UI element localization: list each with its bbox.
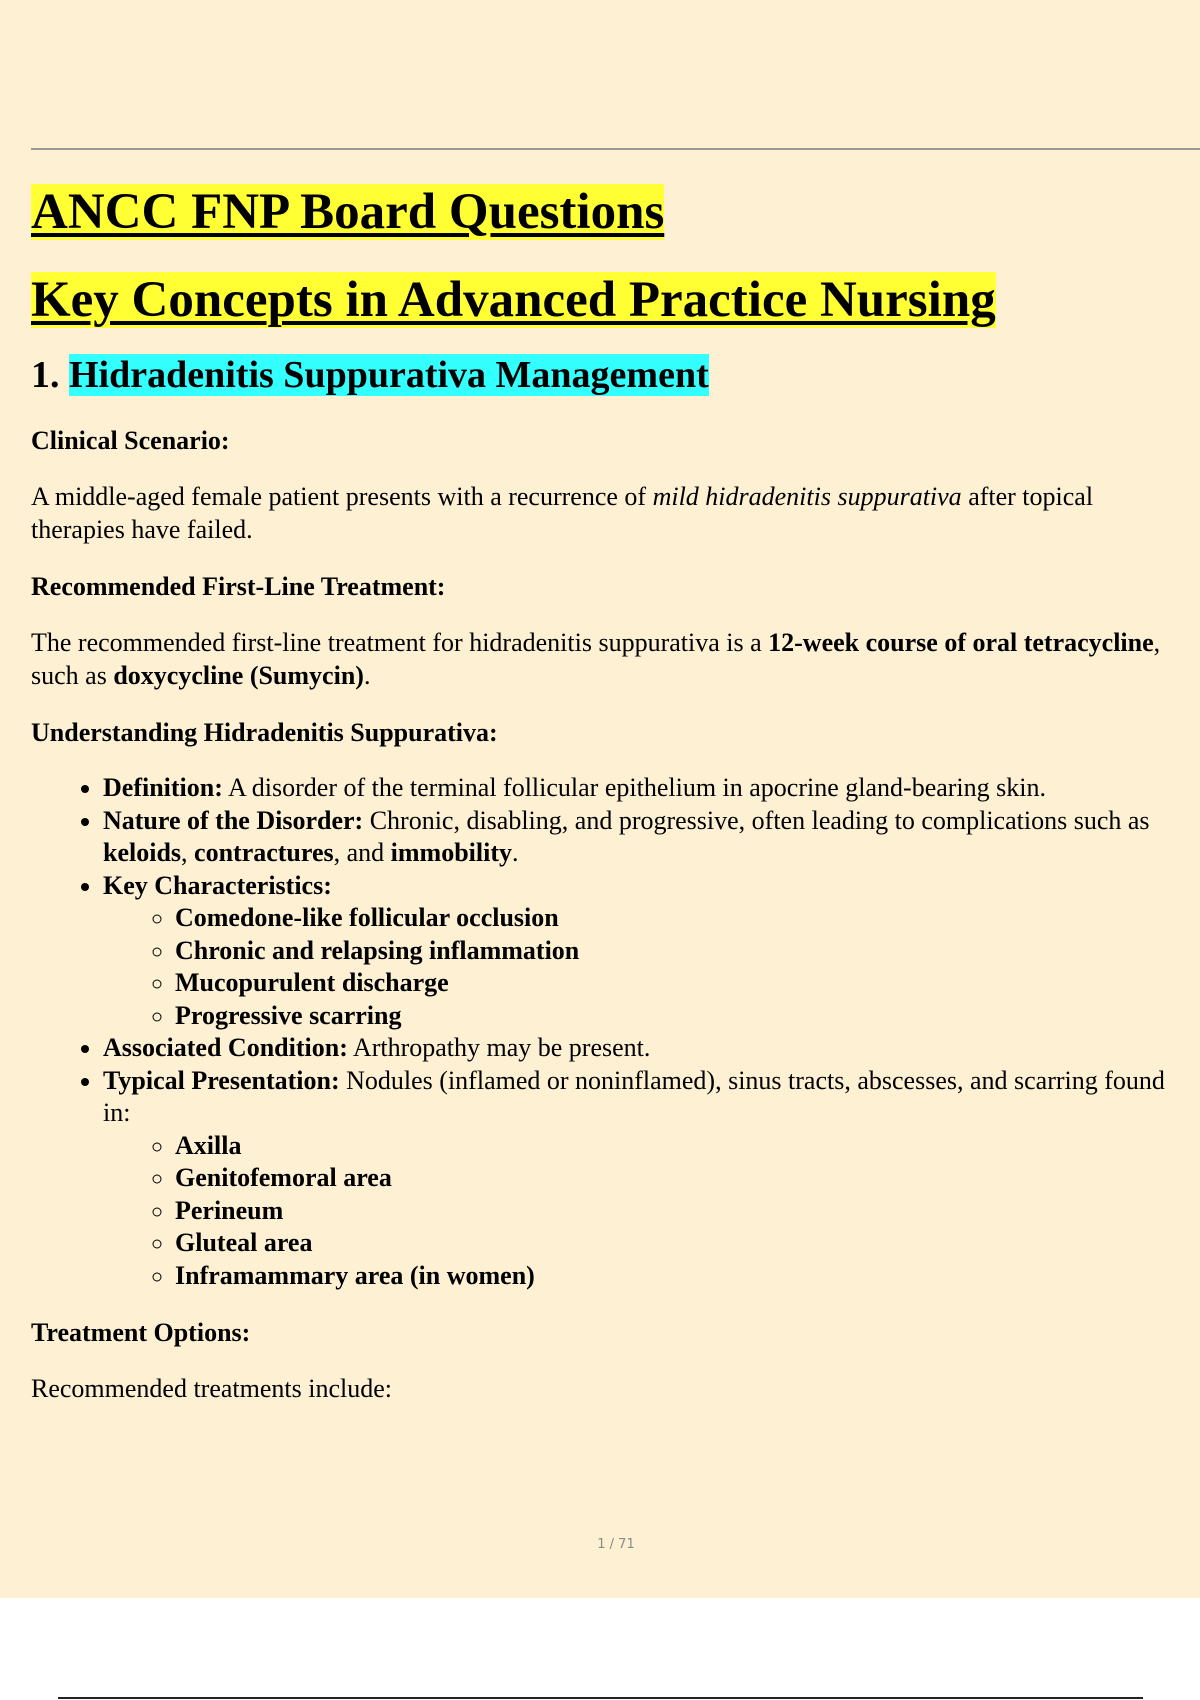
definition-label: Definition: [103,773,223,802]
nature-separator: , and [333,838,391,867]
list-item-presentation [103,1065,1186,1293]
presentation-text: Nodules (inflamed or noninflamed), sinus tracts, abscesses, and scarring found in: [103,1065,1165,1127]
treatment-intro: Recommended treatments include: [31,1374,392,1403]
treatment-heading: Treatment Options: [31,1318,251,1347]
definition-text: A disorder of the terminal follicular epithelium in apocrine gland-bearing skin. [222,773,1046,802]
document-subtitle [31,268,1186,332]
page-indicator: 1 / 71 [597,1537,635,1552]
nature-emphasis: keloids [103,838,182,867]
presentation-sites-list [103,1130,1186,1293]
presentation-label: Typical Presentation: [103,1065,340,1095]
clinical-scenario-text [31,480,1186,546]
list-item: ◦ Genitofemoral area [175,1162,1186,1195]
document-title [31,180,1186,244]
first-line-heading: Recommended First-Line Treatment: [31,572,446,601]
nature-emphasis: contractures [194,838,334,867]
first-line-part: , such as [31,628,1161,690]
list-item-nature [103,805,1186,870]
nature-separator: , [181,838,195,867]
associated-text: Arthropathy may be present. [347,1033,651,1062]
first-line-emphasis: 12-week course of oral tetracycline [768,628,1154,657]
bottom-divider [58,1697,1143,1699]
first-line-emphasis: doxycycline (Sumycin) [113,661,364,690]
nature-emphasis: immobility [390,838,513,867]
understanding-list [31,772,1186,1292]
list-item: ◦ Axilla [175,1130,1186,1163]
list-item: ◦ Progressive scarring [175,1000,1186,1033]
list-item: ◦ Comedone-like follicular occlusion [175,902,1186,935]
section-heading [31,350,1186,400]
understanding-heading: Understanding Hidradenitis Suppurativa: [31,718,498,747]
document-subtitle-text: Key Concepts in Advanced Practice Nursing [31,272,996,328]
list-item: ◦ Perineum [175,1195,1186,1228]
list-item-definition [103,772,1186,805]
nature-text: Chronic, disabling, and progressive, often leading to complications such as [363,805,1150,835]
associated-label: Associated Condition: [103,1033,348,1062]
scenario-text-part: A middle-aged female patient presents with a recurrence of [31,482,653,511]
section-number: 1. [31,354,60,396]
nature-label: Nature of the Disorder: [103,805,364,835]
scenario-emphasis: mild hidradenitis suppurativa [652,482,962,511]
first-line-part: . [363,661,371,690]
key-characteristics-label: Key Characteristics: [103,870,332,900]
first-line-text [31,626,1186,692]
nature-separator: . [512,838,519,867]
clinical-scenario-heading: Clinical Scenario: [31,426,230,455]
list-item-key-characteristics [103,870,1186,1033]
document-title-text: ANCC FNP Board Questions [31,184,665,240]
list-item: ◦ Chronic and relapsing inflammation [175,935,1186,968]
top-divider [31,148,1200,150]
document-content [31,180,1186,1405]
list-item: ◦ Gluteal area [175,1227,1186,1260]
key-characteristics-list [103,902,1186,1032]
list-item: ◦ Mucopurulent discharge [175,967,1186,1000]
first-line-part: The recommended first-line treatment for hidradenitis suppurativa is a [31,628,769,657]
list-item-associated [103,1032,1186,1065]
scenario-text-part: after topical therapies have failed. [31,482,1094,544]
section-title: Hidradenitis Suppurativa Management [69,354,709,396]
list-item: ◦ Inframammary area (in women) [175,1260,1186,1293]
